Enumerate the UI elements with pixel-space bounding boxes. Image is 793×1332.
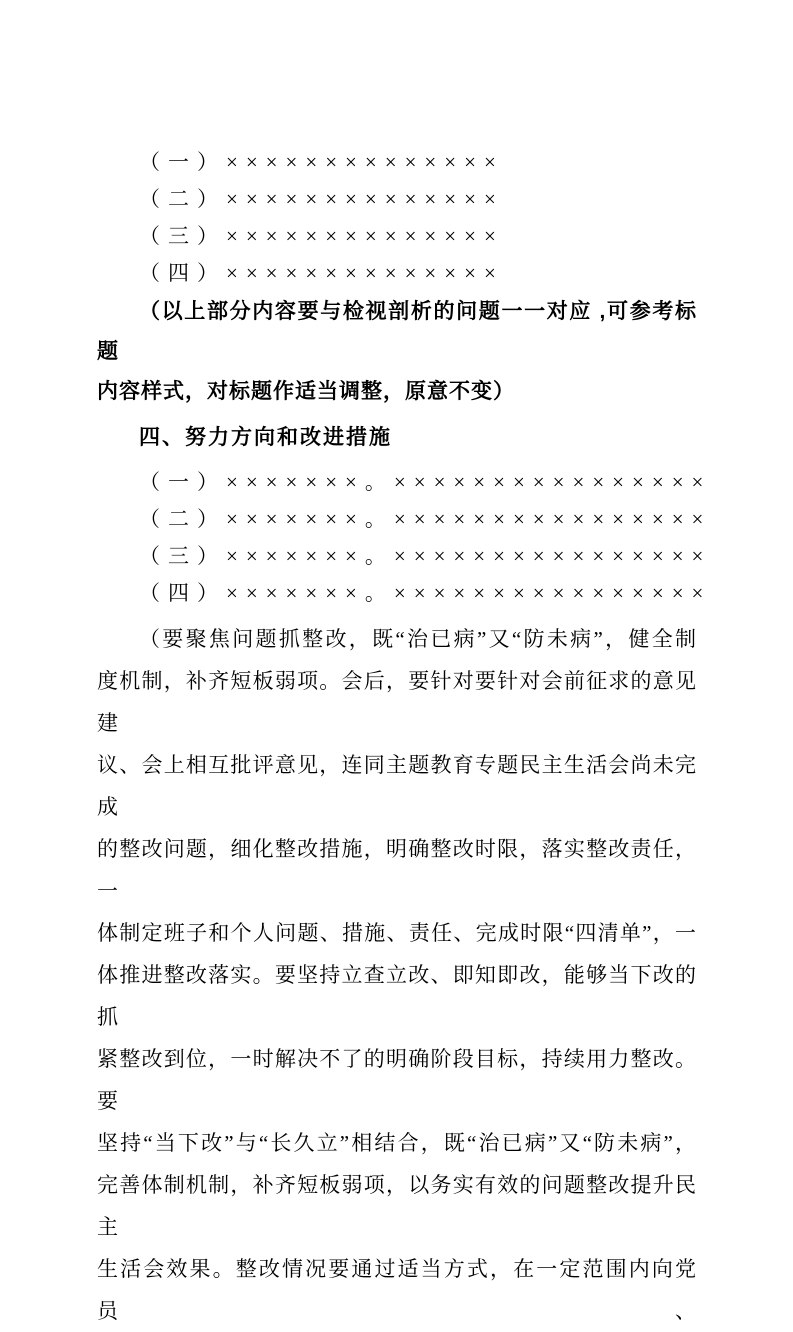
body-line: 体推进整改落实。要坚持立查立改、即知即改，能够当下改的抓	[97, 963, 697, 1029]
measures-list	[97, 464, 712, 612]
body-line: 坚持“当下改”与“长久立”相结合，既“治已病”又“防未病”，	[97, 1131, 697, 1155]
bold-note-line: （以上部分内容要与检视剖析的问题一一对应 ,可参考标题	[97, 300, 697, 363]
body-line: 的整改问题，细化整改措施，明确整改时限，落实整改责任，一	[97, 837, 697, 903]
body-line: 生活会效果。整改情况要通过适当方式，在一定范围内向党员、	[97, 1257, 697, 1323]
body-line: 度机制，补齐短板弱项。会后，要针对要针对会前征求的意见建	[97, 669, 697, 735]
body-line: 体制定班子和个人问题、措施、责任、完成时限“四清单”，一	[97, 921, 697, 945]
list-item: （三）××××××××××××××	[139, 224, 504, 248]
bold-note-line: 内容样式，对标题作适当调整，原意不变）	[97, 380, 515, 403]
list-item: （一）×××××××。××××××××××××××××	[139, 470, 712, 494]
list-item: （一）××××××××××××××	[139, 150, 504, 174]
body-line: 议、会上相互批评意见，连同主题教育专题民主生活会尚未完成	[97, 753, 697, 819]
section-heading: 四、努力方向和改进措施	[139, 426, 392, 449]
list-item: （二）××××××××××××××	[139, 187, 504, 211]
list-item: （三）×××××××。××××××××××××××××	[139, 544, 712, 568]
list-item: （四）××××××××××××××	[139, 261, 504, 285]
body-line: 紧整改到位，一时解决不了的明确阶段目标，持续用力整改。要	[97, 1047, 697, 1113]
body-line: （要聚焦问题抓整改，既“治已病”又“防未病”，健全制	[139, 627, 697, 651]
closing-note	[97, 618, 697, 1332]
list-item: （二）×××××××。××××××××××××××××	[139, 507, 712, 531]
bold-note	[97, 292, 697, 412]
body-line: 完善体制机制，补齐短板弱项，以务实有效的问题整改提升民主	[97, 1173, 697, 1239]
list-item: （四）×××××××。××××××××××××××××	[139, 581, 712, 605]
issue-list	[97, 144, 697, 292]
